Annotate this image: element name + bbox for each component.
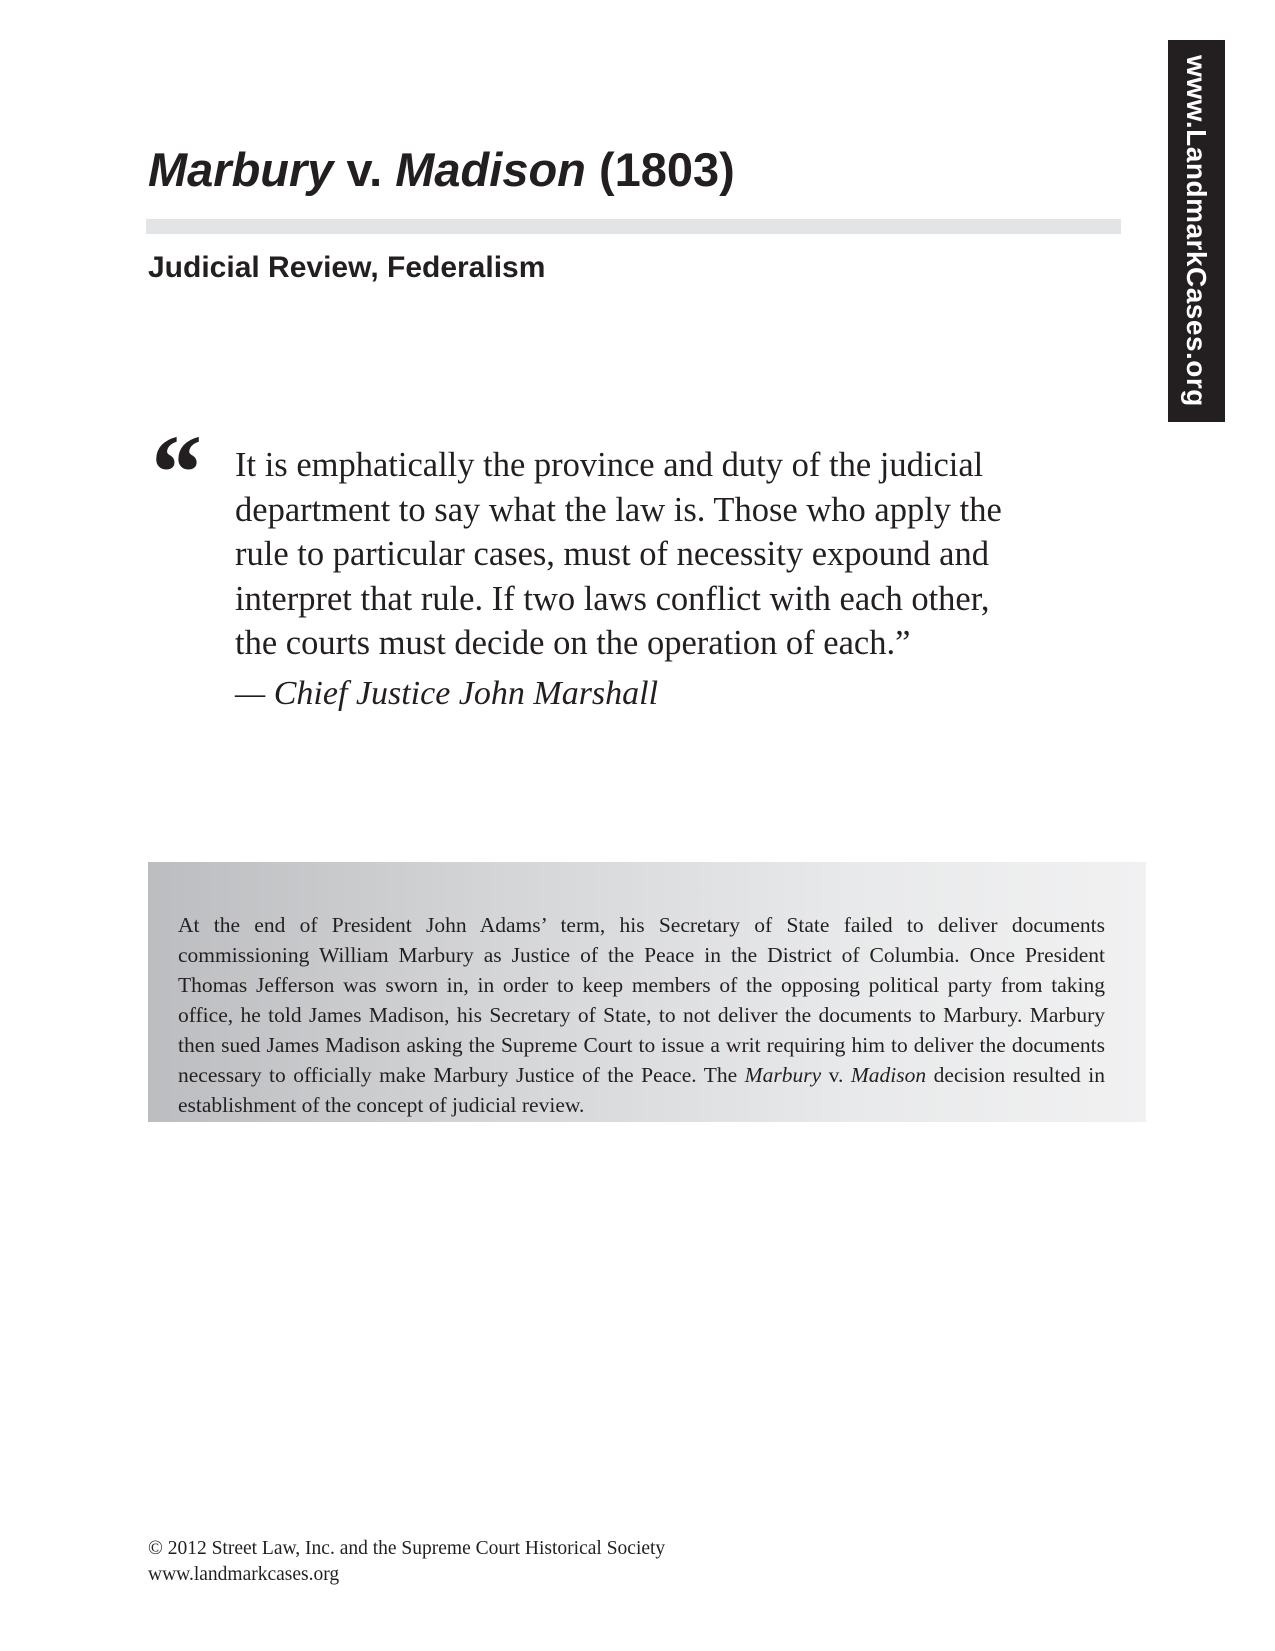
- quote-line: interpret that rule. If two laws conflict with each other,: [235, 579, 990, 618]
- title-plaintiff: Marbury: [148, 143, 334, 196]
- quote-line: It is emphatically the province and duty of the judicial: [235, 446, 984, 484]
- quote-line: the courts must decide on the operation of each.”: [235, 624, 911, 662]
- quote-attribution: — Chief Justice John Marshall: [235, 675, 659, 712]
- summary-tail: decision resulted in establishment of the concept of judicial review.: [178, 1062, 1105, 1117]
- website-side-tab-label: www.LandmarkCases.org: [1181, 55, 1212, 407]
- title-defendant: Madison: [395, 143, 586, 196]
- summary-body: At the end of President John Adams’ term, his Secretary of State failed to deliver documents commissioning William Marbury as Justice of the Peace in the District of Columbia. Once President Thomas Jefferson was sworn in, in order to keep members of the opposing political party from taking office, he told James Madison, his Secretary of State, to not deliver the documents to Marbury. Marbury then sued James Madison asking the Supreme Court to issue a writ requiring him to deliver the documents necessary to officially make Marbury Justice of the Peace. The: [178, 912, 1105, 1087]
- footer-url: www.landmarkcases.org: [148, 1564, 340, 1585]
- summary-case-versus: v.: [821, 1062, 851, 1087]
- title-year: (1803): [585, 143, 735, 196]
- summary-case-defendant: Madison: [850, 1062, 927, 1087]
- open-quote-mark: “: [146, 414, 200, 533]
- quote-line: department to say what the law is. Those who apply the: [235, 490, 1002, 529]
- summary-case-plaintiff: Marbury: [744, 1062, 822, 1087]
- title-versus: v.: [333, 143, 396, 196]
- pull-quote: [235, 443, 1075, 666]
- website-side-tab: [1168, 40, 1225, 422]
- case-summary-text: [178, 910, 1105, 1120]
- page-subtitle: Judicial Review, Federalism: [148, 251, 546, 284]
- footer-copyright: © 2012 Street Law, Inc. and the Supreme Court Historical Society: [148, 1538, 666, 1559]
- page-title: [148, 143, 735, 197]
- case-summary-box: [148, 862, 1146, 1122]
- page-footer: [148, 1536, 665, 1588]
- title-divider: [146, 219, 1121, 234]
- quote-line: rule to particular cases, must of necessity expound and: [235, 535, 989, 573]
